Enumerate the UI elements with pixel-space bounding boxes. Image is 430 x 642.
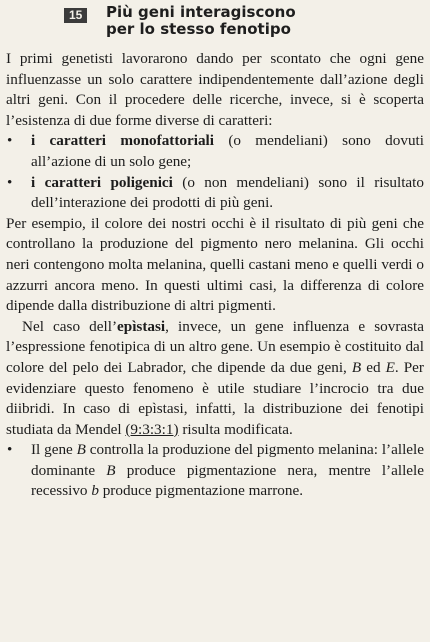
- text-run: produce pigmentazione marrone.: [98, 482, 304, 500]
- text-run: . Per evidenziare questo fenomeno è utile studiare l’incrocio tra due diibridi. In caso di epìstasi, infatti, la distribuzione dei fenotipi studiata da Mendel: [6, 358, 424, 438]
- body-text: [6, 49, 424, 502]
- gene-symbol-e: E: [385, 358, 395, 376]
- gene-symbol-b: B: [76, 441, 86, 459]
- bullet-text: [31, 173, 424, 214]
- allele-recessive-b: b: [91, 482, 99, 500]
- intro-paragraph: I primi genetisti lavorarono dando per scontato che ogni gene influenzasse un solo carattere indipendentemente dall’azione degli altri geni. Con il procedere delle ricerche, invece, si è scoperta l’esistenza di due forme diverse di caratteri:: [6, 50, 424, 129]
- text-run: risulta modificata.: [178, 420, 293, 438]
- term-epistasis: epìstasi: [117, 317, 166, 335]
- section-title-line-2: per lo stesso fenotipo: [106, 20, 291, 38]
- bullet-marker: •: [7, 441, 13, 459]
- gene-symbol-b: B: [351, 358, 362, 376]
- section-title: [106, 4, 426, 38]
- term-monofactorial: i caratteri monofattoriali: [31, 132, 214, 150]
- mendel-ratio: (9:3:3:1): [125, 420, 179, 438]
- bullet-text: [31, 440, 424, 502]
- text-run: Il gene: [31, 441, 77, 459]
- bullet-text: [31, 131, 424, 172]
- bullet-item-gene-b: [6, 440, 424, 502]
- allele-dominant-b: B: [106, 461, 116, 479]
- bullet-item-polygenic: [6, 173, 424, 214]
- text-run: Nel caso dell’: [22, 317, 118, 335]
- text-run: controlla la produzione del pigmento melanina: l’allele dominante: [31, 441, 424, 479]
- section-title-line-1: Più geni interagiscono: [106, 3, 296, 21]
- bullet-marker: •: [7, 173, 13, 191]
- text-run: ed: [361, 358, 386, 376]
- bullet-item-monofactorial: [6, 131, 424, 172]
- bullet-marker: •: [7, 132, 13, 150]
- term-polygenic: i caratteri poligenici: [31, 173, 173, 191]
- epistasis-paragraph: [6, 317, 424, 441]
- section-header: [0, 0, 430, 44]
- example-paragraph: Per esempio, il colore dei nostri occhi è il risultato di più geni che controllano la produzione del pigmento nero melanina. Gli occhi neri contengono molta melanina, quelli castani meno e quelli verdi o azzurri ancora meno. In questi ultimi casi, la differenza di colore dipende dalla distribuzione di altri pigmenti.: [6, 214, 424, 315]
- text-run: , invece, un gene influenza e sovrasta l’espressione fenotipica di un altro gene. Un esempio è costituito dal colore del pelo dei Labrador, che dipende da due geni,: [6, 317, 424, 376]
- bullet-rest: (o mendeliani) sono dovuti all’azione di un solo gene;: [31, 132, 424, 170]
- text-run: produce pigmentazione nera, mentre l’allele recessivo: [31, 461, 424, 500]
- section-number: 15: [64, 8, 87, 23]
- bullet-rest: (o non mendeliani) sono il risultato dell’interazione dei prodotti di più geni.: [31, 173, 424, 212]
